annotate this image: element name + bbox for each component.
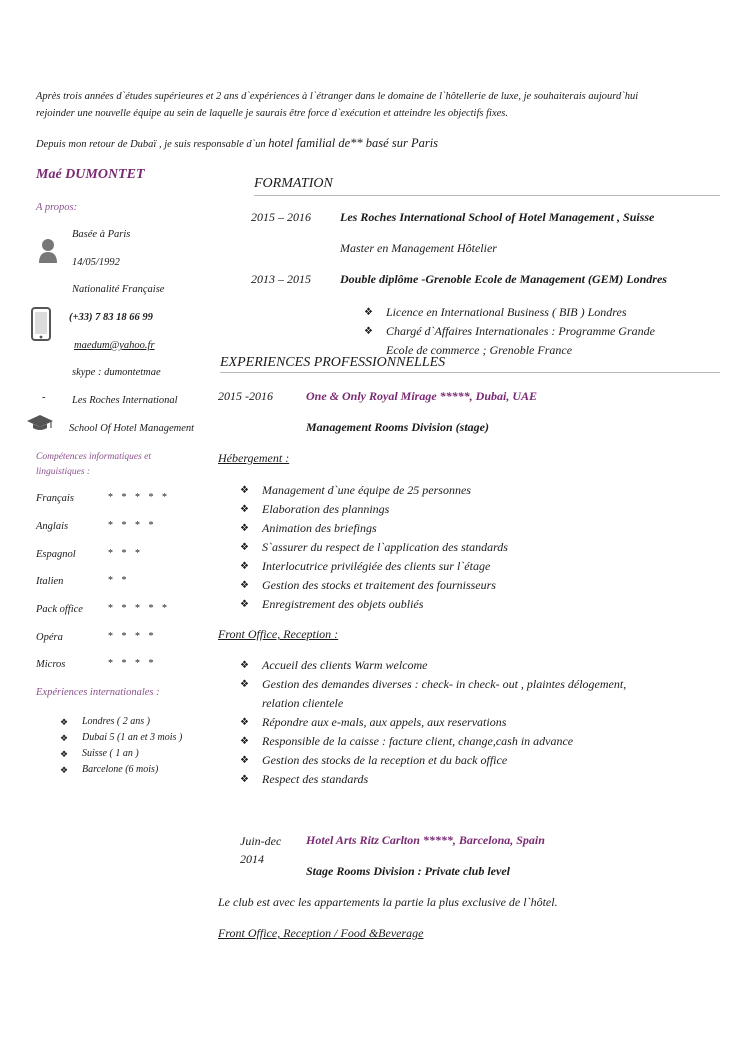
skill-label: Italien [36, 576, 64, 587]
bullet-text: Animation des briefings [262, 521, 377, 535]
skill-rating: * * * * * [108, 603, 170, 614]
job-company: One & Only Royal Mirage *****, Dubai, UAE [306, 389, 538, 403]
email-anchor[interactable]: maedum@yahoo.fr [74, 340, 155, 351]
school-line-2: School Of Hotel Management [69, 423, 195, 434]
skill-rating: * * * * * [108, 492, 170, 503]
diamond-bullet-icon: ❖ [364, 307, 373, 318]
bullet-text: S`assurer du respect de l`application des standards [262, 540, 508, 554]
list-item [364, 303, 655, 322]
skype-id: skype : dumontetmae [72, 367, 161, 378]
skills-title-line-1: Compétences informatiques et [36, 452, 152, 462]
international-item: Barcelone (6 mois) [82, 764, 159, 775]
job-years: 2015 -2016 [218, 389, 273, 403]
bullet-text: Management d`une équipe de 25 personnes [262, 483, 471, 497]
skill-label: Anglais [36, 521, 69, 532]
diamond-bullet-icon: ❖ [240, 561, 249, 572]
list-item [240, 675, 626, 694]
intro-line-3-start: Depuis mon retour de Dubaï , je suis responsable d`un [36, 139, 269, 150]
formation-title: FORMATION [254, 176, 333, 191]
list-item [240, 713, 626, 732]
list-item [240, 576, 508, 595]
intro-line-1: Après trois années d`études supérieures et 2 ans d`expériences à l`étranger dans le domaine de l`hôtellerie de luxe, je souhaiterais aujourd`hui [36, 91, 639, 102]
school-dash: - [42, 392, 46, 403]
bullet-text: Gestion des stocks de la reception et du back office [262, 753, 508, 767]
sub-section-title: Front Office, Reception : [218, 627, 339, 641]
list-item [240, 751, 626, 770]
list-item-continuation [240, 694, 626, 713]
bullet-text: Gestion des stocks et traitement des fournisseurs [262, 578, 496, 592]
skill-rating: * * * * [108, 631, 157, 642]
job-description: Le club est avec les appartements la partie la plus exclusive de l`hôtel. [218, 895, 558, 909]
list-item [60, 746, 182, 762]
bullet-text: Interlocutrice privilégiée des clients sur l`étage [262, 559, 491, 573]
bullet-text: relation clientele [262, 696, 344, 710]
diamond-bullet-icon: ❖ [240, 679, 249, 690]
sub-section-title: Front Office, Reception / Food &Beverage [218, 926, 424, 940]
job-years: Juin-dec [240, 834, 282, 848]
diamond-bullet-icon: ❖ [60, 717, 69, 727]
formation-bullets [364, 303, 655, 360]
international-item: Dubai 5 (1 an et 3 mois ) [82, 732, 183, 743]
diamond-bullet-icon: ❖ [240, 717, 249, 728]
bullet-text: Elaboration des plannings [262, 502, 390, 516]
job-years: 2014 [240, 852, 264, 866]
bullet-text: Enregistrement des objets oubliés [262, 597, 424, 611]
skill-rating: * * * * [108, 658, 157, 669]
diamond-bullet-icon: ❖ [240, 755, 249, 766]
list-item [240, 557, 508, 576]
profile-name: Maé DUMONTET [36, 167, 145, 182]
list-item [240, 732, 626, 751]
person-icon [38, 238, 58, 269]
formation-bullet-text: Chargé d`Affaires Internationales : Programme Grande [386, 324, 655, 338]
diamond-bullet-icon: ❖ [240, 736, 249, 747]
formation-bullet-text: Licence en International Business ( BIB ) Londres [386, 305, 627, 319]
skill-label: Opéra [36, 632, 63, 643]
list-item [240, 770, 626, 789]
diamond-bullet-icon: ❖ [364, 326, 373, 337]
international-list [60, 714, 182, 778]
formation-detail: Master en Management Hôtelier [340, 241, 497, 255]
diamond-bullet-icon: ❖ [240, 580, 249, 591]
international-title: Expériences internationales : [36, 687, 160, 698]
apropos-label: A propos: [36, 202, 78, 213]
experiences-divider [220, 372, 720, 373]
list-item [240, 538, 508, 557]
diamond-bullet-icon: ❖ [240, 504, 249, 515]
diamond-bullet-icon: ❖ [60, 749, 69, 759]
list-item [240, 481, 508, 500]
location: Basée à Paris [72, 229, 131, 240]
formation-years: 2015 – 2016 [251, 210, 311, 224]
list-item [240, 656, 626, 675]
formation-divider [254, 195, 720, 196]
list-item [364, 322, 655, 341]
smartphone-icon [31, 307, 51, 346]
intro-line-3 [36, 135, 438, 153]
diamond-bullet-icon: ❖ [240, 485, 249, 496]
skills-title-line-2: linguistiques : [36, 467, 91, 477]
school-line-1: Les Roches International [72, 395, 178, 406]
international-item: Suisse ( 1 an ) [82, 748, 139, 759]
list-item [240, 595, 508, 614]
bullet-text: Répondre aux e-mals, aux appels, aux reservations [262, 715, 507, 729]
formation-school: Les Roches International School of Hotel Management , Suisse [340, 210, 655, 224]
international-item: Londres ( 2 ans ) [82, 716, 150, 727]
nationality: Nationalité Française [72, 284, 165, 295]
formation-school: Double diplôme -Grenoble Ecole de Management (GEM) Londres [340, 272, 667, 286]
phone-number[interactable]: (+33) 7 83 18 66 99 [69, 312, 153, 323]
diamond-bullet-icon: ❖ [240, 523, 249, 534]
list-item [60, 730, 182, 746]
formation-bullet-text: Ecole de commerce ; Grenoble France [386, 343, 573, 357]
graduation-cap-icon [26, 414, 54, 437]
bullet-text: Respect des standards [262, 772, 369, 786]
bullet-text: Gestion des demandes diverses : check- in check- out , plaintes délogement, [262, 677, 627, 691]
skills-title [36, 450, 151, 480]
list-item [60, 714, 182, 730]
skill-rating: * * * [108, 548, 143, 559]
diamond-bullet-icon: ❖ [240, 774, 249, 785]
diamond-bullet-icon: ❖ [240, 542, 249, 553]
birthdate: 14/05/1992 [72, 257, 120, 268]
experiences-title: EXPERIENCES PROFESSIONNELLES [220, 355, 446, 370]
sub-section-title: Hébergement : [218, 451, 290, 465]
skill-rating: * * [108, 575, 130, 586]
job-role: Management Rooms Division (stage) [306, 420, 490, 434]
diamond-bullet-icon: ❖ [240, 599, 249, 610]
skill-rating: * * * * [108, 520, 157, 531]
bullet-text: Accueil des clients Warm welcome [262, 658, 428, 672]
diamond-bullet-icon: ❖ [60, 733, 69, 743]
skill-label: Espagnol [36, 549, 76, 560]
list-item [240, 500, 508, 519]
list-item [60, 762, 182, 778]
intro-line-3-end: hotel familial de** basé sur Paris [268, 136, 439, 150]
list-item [240, 519, 508, 538]
diamond-bullet-icon: ❖ [240, 660, 249, 671]
skill-label: Français [36, 493, 74, 504]
job-company: Hotel Arts Ritz Carlton *****, Barcelona, Spain [306, 833, 545, 847]
front-office-list [240, 656, 626, 789]
skill-label: Micros [36, 659, 66, 670]
bullet-text: Responsible de la caisse : facture client, change,cash in advance [262, 734, 574, 748]
skill-label: Pack office [36, 604, 83, 615]
intro-line-2: rejoinder une nouvelle équipe au sein de laquelle je saurais être force d`exécution et atteindre les objectifs fixes. [36, 108, 508, 119]
job-role: Stage Rooms Division : Private club level [306, 864, 510, 878]
formation-years: 2013 – 2015 [251, 272, 311, 286]
hebergement-list [240, 481, 508, 614]
email-link[interactable] [74, 340, 155, 351]
diamond-bullet-icon: ❖ [60, 765, 69, 775]
